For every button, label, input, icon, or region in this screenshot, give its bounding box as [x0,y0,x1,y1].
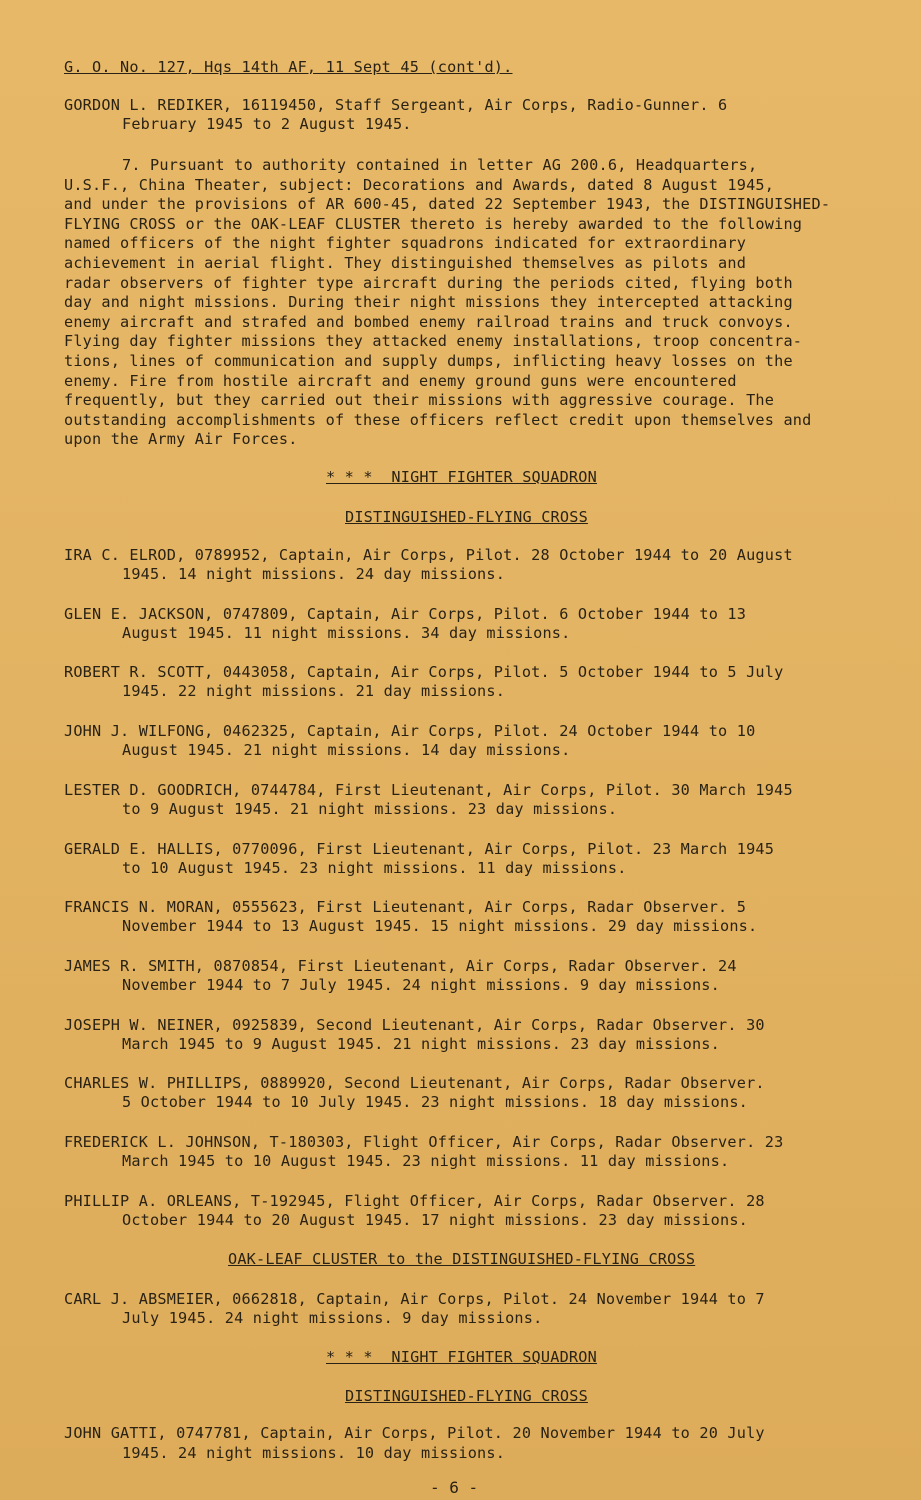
paragraph-line: frequently, but they carried out their missions with aggressive courage. The [64,391,775,410]
award-title: DISTINGUISHED-FLYING CROSS [345,1387,588,1405]
citation-line: March 1945 to 9 August 1945. 21 night missions. 23 day missions. [122,1034,720,1053]
paragraph-line: tions, lines of communication and supply dumps, inflicting heavy losses on the [64,352,793,370]
citation-line: 1945. 14 night missions. 24 day missions. [122,565,506,583]
citation-line: LESTER D. GOODRICH, 0744784, First Lieutenant, Air Corps, Pilot. 30 March 1945 [64,780,793,799]
citation-line: PHILLIP A. ORLEANS, T-192945, Flight Officer, Air Corps, Radar Observer. 28 [64,1191,765,1210]
citation-line: JAMES R. SMITH, 0870854, First Lieutenant, Air Corps, Radar Observer. 24 [64,956,737,975]
page-number: - 6 - [430,1478,479,1497]
paragraph-line: day and night missions. During their night missions they intercepted attacking [64,293,793,312]
citation-line: to 9 August 1945. 21 night missions. 23 day missions. [122,799,618,818]
citation-line: ROBERT R. SCOTT, 0443058, Captain, Air Corps, Pilot. 5 October 1944 to 5 July [64,663,784,682]
citation-line: JOHN GATTI, 0747781, Captain, Air Corps, Pilot. 20 November 1944 to 20 July [64,1424,765,1442]
citation-line: JOSEPH W. NEINER, 0925839, Second Lieutenant, Air Corps, Radar Observer. 30 [64,1015,765,1034]
paragraph-line: upon the Army Air Forces. [64,430,298,449]
document-header: G. O. No. 127, Hqs 14th AF, 11 Sept 45 (cont'd). [64,58,513,76]
citation-line: November 1944 to 7 July 1945. 24 night missions. 9 day missions. [122,975,720,994]
paragraph-line: enemy. Fire from hostile aircraft and enemy ground guns were encountered [64,371,737,390]
entry-line: GORDON L. REDIKER, 16119450, Staff Sergeant, Air Corps, Radio-Gunner. 6 [64,96,728,114]
award-title: DISTINGUISHED-FLYING CROSS [345,508,588,526]
citation-line: July 1945. 24 night missions. 9 day missions. [122,1309,543,1327]
paragraph-line: U.S.F., China Theater, subject: Decorations and Awards, dated 8 August 1945, [64,175,775,194]
citation-line: FRANCIS N. MORAN, 0555623, First Lieutenant, Air Corps, Radar Observer. 5 [64,898,747,917]
paragraph-line: achievement in aerial flight. They distinguished themselves as pilots and [64,254,747,272]
citation-line: August 1945. 21 night missions. 14 day missions. [122,741,571,760]
paragraph-line: 7. Pursuant to authority contained in letter AG 200.6, Headquarters, [122,156,758,174]
citation-line: FREDERICK L. JOHNSON, T-180303, Flight Officer, Air Corps, Radar Observer. 23 [64,1133,784,1151]
citation-line: GERALD E. HALLIS, 0770096, First Lieutenant, Air Corps, Pilot. 23 March 1945 [64,839,775,858]
section-title: * * * NIGHT FIGHTER SQUADRON [326,1348,597,1366]
citation-line: August 1945. 11 night missions. 34 day missions. [122,623,571,642]
citation-line: CARL J. ABSMEIER, 0662818, Captain, Air Corps, Pilot. 24 November 1944 to 7 [64,1290,765,1308]
paragraph-line: and under the provisions of AR 600-45, dated 22 September 1943, the DISTINGUISHED- [64,195,831,214]
paragraph-line: outstanding accomplishments of these officers reflect credit upon themselves and [64,410,812,429]
entry-line: February 1945 to 2 August 1945. [122,115,412,133]
citation-line: October 1944 to 20 August 1945. 17 night missions. 23 day missions. [122,1210,749,1229]
citation-line: GLEN E. JACKSON, 0747809, Captain, Air Corps, Pilot. 6 October 1944 to 13 [64,604,747,623]
citation-line: CHARLES W. PHILLIPS, 0889920, Second Lieutenant, Air Corps, Radar Observer. [64,1074,765,1093]
citation-line: November 1944 to 13 August 1945. 15 night missions. 29 day missions. [122,917,758,936]
paragraph-line: FLYING CROSS or the OAK-LEAF CLUSTER thereto is hereby awarded to the following [64,214,803,233]
citation-line: March 1945 to 10 August 1945. 23 night missions. 11 day missions. [122,1152,730,1170]
section-title: * * * NIGHT FIGHTER SQUADRON [326,468,597,486]
citation-line: 1945. 24 night missions. 10 day missions. [122,1444,506,1462]
citation-line: 1945. 22 night missions. 21 day missions. [122,682,506,701]
paragraph-line: Flying day fighter missions they attacked enemy installations, troop concentra- [64,332,803,351]
award-title: OAK-LEAF CLUSTER to the DISTINGUISHED-FLYING CROSS [228,1250,696,1268]
paragraph-line: radar observers of fighter type aircraft during the periods cited, flying both [64,273,793,292]
paragraph-line: named officers of the night fighter squadrons indicated for extraordinary [64,234,747,253]
citation-line: JOHN J. WILFONG, 0462325, Captain, Air Corps, Pilot. 24 October 1944 to 10 [64,722,756,741]
citation-line: 5 October 1944 to 10 July 1945. 23 night missions. 18 day missions. [122,1093,749,1112]
paragraph-line: enemy aircraft and strafed and bombed enemy railroad trains and truck convoys. [64,312,793,331]
citation-line: IRA C. ELROD, 0789952, Captain, Air Corps, Pilot. 28 October 1944 to 20 August [64,546,793,564]
citation-line: to 10 August 1945. 23 night missions. 11 day missions. [122,858,627,877]
